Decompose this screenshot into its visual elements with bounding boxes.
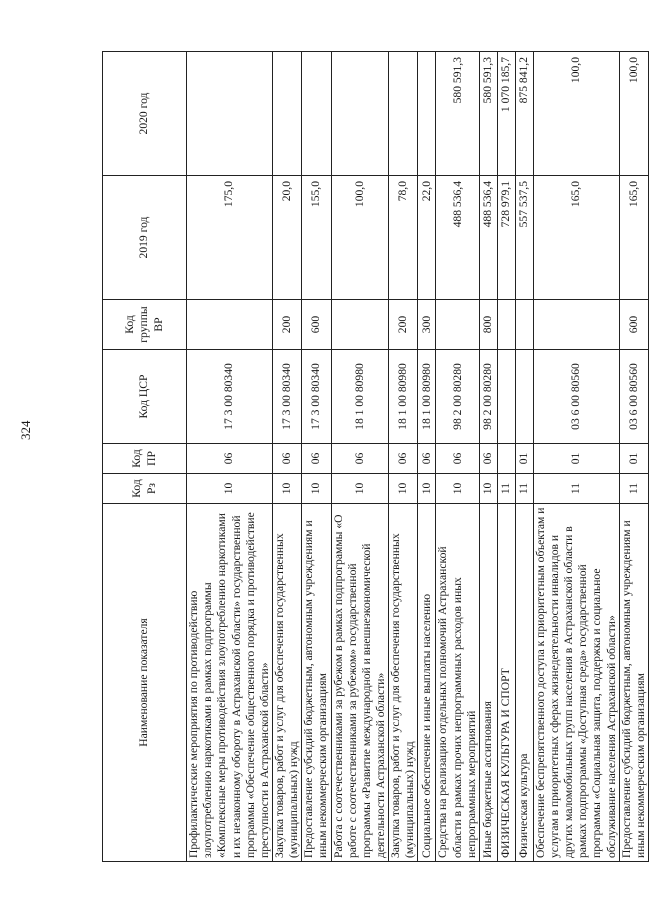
cell-rz: 10: [389, 474, 418, 504]
table-row: [418, 52, 436, 862]
cell-csr: 98 2 00 80280: [479, 350, 497, 444]
cell-2019: 488 536,4: [479, 176, 497, 300]
cell-vr: 800: [479, 300, 497, 350]
table-row: [619, 52, 648, 862]
cell-csr: 17 3 00 80340: [302, 350, 331, 444]
cell-csr: 03 6 00 80560: [533, 350, 619, 444]
cell-rz: 11: [497, 474, 515, 504]
cell-csr: 03 6 00 80560: [619, 350, 648, 444]
table-row: [479, 52, 497, 862]
cell-name: Социальное обеспечение и иные выплаты населению: [418, 504, 436, 862]
cell-rz: 10: [479, 474, 497, 504]
cell-name: Профилактические мероприятия по противодействию злоупотреблению наркотиками в рамках подпрограммы «Комплексные меры противодействия злоупотреблению наркотиками и их незаконному обороту в Астраханской области» государственной программы «Обеспечение общественного порядка и противодействие преступности в Астраханской области»: [187, 504, 273, 862]
rotated-table-container: [102, 52, 647, 862]
cell-vr: 600: [302, 300, 331, 350]
cell-pr: 01: [533, 444, 619, 474]
cell-vr: 600: [619, 300, 648, 350]
cell-csr: 98 2 00 80280: [436, 350, 479, 444]
cell-pr: 06: [331, 444, 389, 474]
cell-2020: [389, 52, 418, 176]
cell-2019: 175,0: [187, 176, 273, 300]
table-row: [497, 52, 515, 862]
cell-2020: [331, 52, 389, 176]
cell-pr: 06: [436, 444, 479, 474]
cell-rz: 11: [619, 474, 648, 504]
header-csr: Код ЦСР: [103, 350, 187, 444]
table-row: [389, 52, 418, 862]
cell-name: ФИЗИЧЕСКАЯ КУЛЬТУРА И СПОРТ: [497, 504, 515, 862]
cell-2019: 78,0: [389, 176, 418, 300]
cell-name: Работа с соотечественниками за рубежом в рамках подпрограммы «О работе с соотечественниками за рубежом» государственной программы «Развитие международной и внешнеэкономической деятельности Астраханской области»: [331, 504, 389, 862]
cell-2019: 488 536,4: [436, 176, 479, 300]
cell-vr: [436, 300, 479, 350]
cell-rz: 10: [187, 474, 273, 504]
cell-2020: [418, 52, 436, 176]
cell-2020: [273, 52, 302, 176]
cell-pr: [497, 444, 515, 474]
cell-rz: 10: [418, 474, 436, 504]
cell-2020: [302, 52, 331, 176]
cell-2020: 100,0: [619, 52, 648, 176]
cell-name: Закупка товаров, работ и услуг для обеспечения государственных (муниципальных) нужд: [273, 504, 302, 862]
cell-pr: 06: [479, 444, 497, 474]
cell-name: Физическая культура: [515, 504, 533, 862]
cell-vr: 200: [389, 300, 418, 350]
cell-2020: 580 591,3: [479, 52, 497, 176]
cell-2019: 165,0: [533, 176, 619, 300]
header-name: Наименование показателя: [103, 504, 187, 862]
cell-csr: 17 3 00 80340: [187, 350, 273, 444]
cell-name: Иные бюджетные ассигнования: [479, 504, 497, 862]
header-vr: Код группы ВР: [103, 300, 187, 350]
cell-pr: 06: [273, 444, 302, 474]
header-pr: Код ПР: [103, 444, 187, 474]
cell-rz: 11: [515, 474, 533, 504]
cell-2020: 875 841,2: [515, 52, 533, 176]
cell-rz: 10: [331, 474, 389, 504]
cell-2020: 580 591,3: [436, 52, 479, 176]
budget-table: [102, 51, 649, 862]
table-row: [302, 52, 331, 862]
cell-csr: [515, 350, 533, 444]
cell-rz: 10: [302, 474, 331, 504]
cell-vr: [331, 300, 389, 350]
header-2020: 2020 год: [103, 52, 187, 176]
cell-csr: 17 3 00 80340: [273, 350, 302, 444]
cell-vr: [187, 300, 273, 350]
table-row: [273, 52, 302, 862]
cell-2020: 1 070 185,7: [497, 52, 515, 176]
cell-2019: 728 979,1: [497, 176, 515, 300]
cell-csr: [497, 350, 515, 444]
cell-vr: [515, 300, 533, 350]
cell-name: Обеспечение беспрепятственного доступа к приоритетным объектам и услугам в приоритетных сферах жизнедеятельности инвалидов и других маломобильных групп населения в Астраханской области в рамках подпрограммы «Доступная среда» государственной программы «Социальная защита, поддержка и социальное обслуживание населения Астраханской области»: [533, 504, 619, 862]
cell-vr: 200: [273, 300, 302, 350]
cell-2019: 155,0: [302, 176, 331, 300]
cell-2019: 22,0: [418, 176, 436, 300]
header-rz: Код Рз: [103, 474, 187, 504]
cell-rz: 11: [533, 474, 619, 504]
cell-csr: 18 1 00 80980: [331, 350, 389, 444]
table-row: [187, 52, 273, 862]
header-row: [103, 52, 187, 862]
table-row: [436, 52, 479, 862]
cell-pr: 01: [619, 444, 648, 474]
table-row: [331, 52, 389, 862]
cell-2020: 100,0: [533, 52, 619, 176]
cell-vr: [533, 300, 619, 350]
cell-name: Средства на реализацию отдельных полномочий Астраханской области в рамках прочих непрограммных расходов иных непрограммных мероприятий: [436, 504, 479, 862]
cell-vr: 300: [418, 300, 436, 350]
cell-pr: 06: [302, 444, 331, 474]
cell-csr: 18 1 00 80980: [389, 350, 418, 444]
table-row: [515, 52, 533, 862]
cell-2020: [187, 52, 273, 176]
cell-rz: 10: [273, 474, 302, 504]
table-row: [533, 52, 619, 862]
cell-vr: [497, 300, 515, 350]
cell-2019: 100,0: [331, 176, 389, 300]
cell-name: Предоставление субсидий бюджетным, автономным учреждениям и иным некоммерческим организациям: [619, 504, 648, 862]
cell-pr: 06: [187, 444, 273, 474]
cell-pr: 06: [389, 444, 418, 474]
cell-pr: 06: [418, 444, 436, 474]
page-number: 324: [18, 420, 33, 440]
cell-name: Предоставление субсидий бюджетным, автономным учреждениям и иным некоммерческим организациям: [302, 504, 331, 862]
cell-csr: 18 1 00 80980: [418, 350, 436, 444]
cell-name: Закупка товаров, работ и услуг для обеспечения государственных (муниципальных) нужд: [389, 504, 418, 862]
cell-2019: 20,0: [273, 176, 302, 300]
cell-pr: 01: [515, 444, 533, 474]
cell-rz: 10: [436, 474, 479, 504]
header-2019: 2019 год: [103, 176, 187, 300]
cell-2019: 557 537,5: [515, 176, 533, 300]
cell-2019: 165,0: [619, 176, 648, 300]
